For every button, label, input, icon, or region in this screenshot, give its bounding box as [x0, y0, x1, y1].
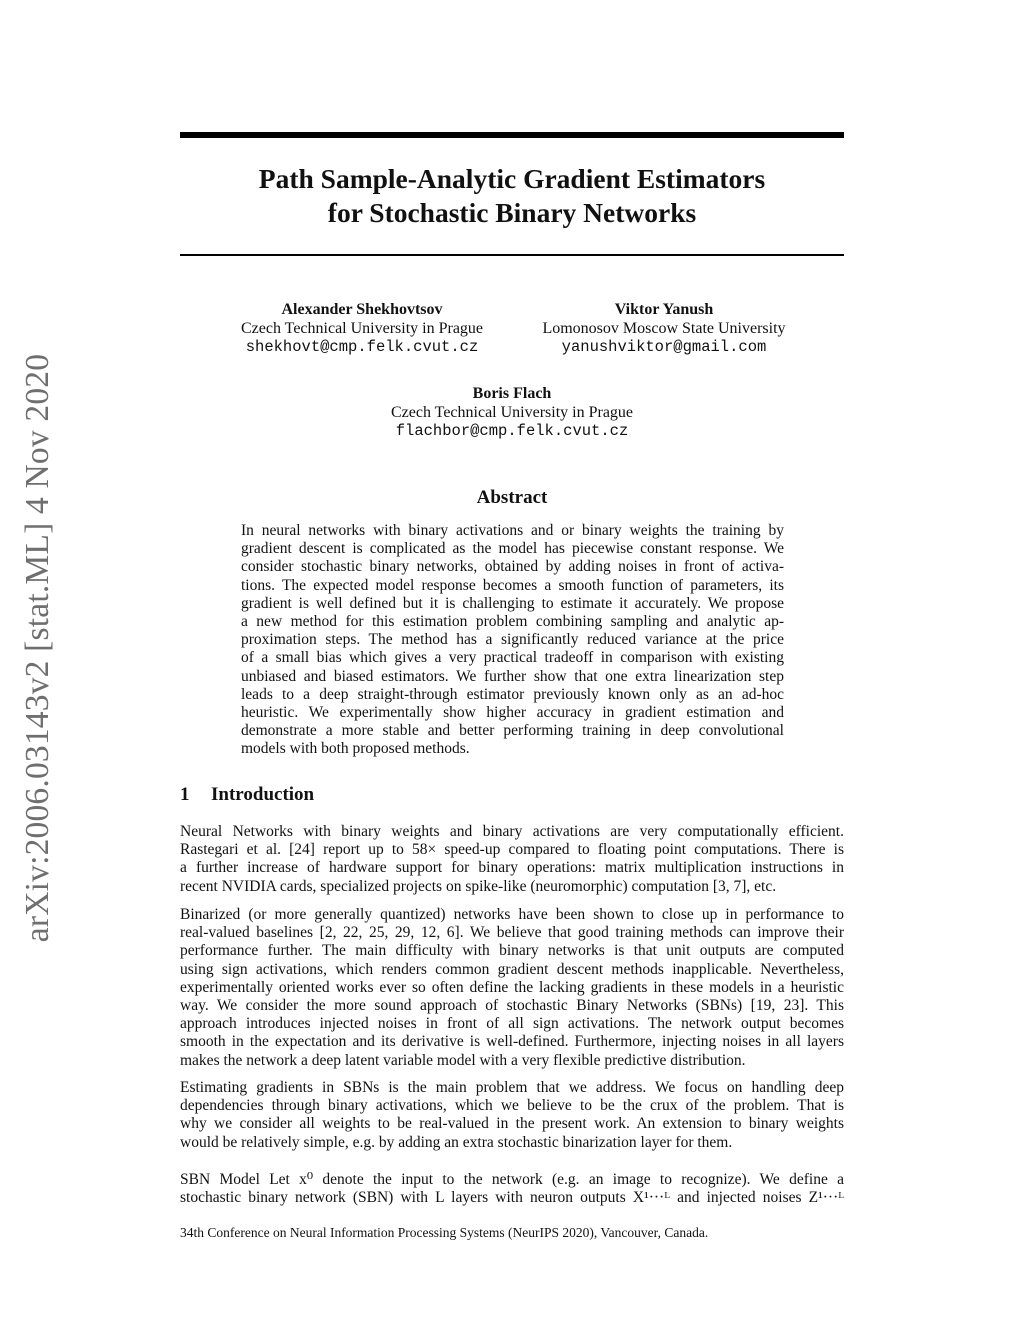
- author-email[interactable]: yanushviktor@gmail.com: [561, 338, 767, 356]
- paragraph-line: Neural Networks with binary weights and binary activations are very computationally efficient.: [180, 823, 844, 840]
- paragraph-line: would be relatively simple, e.g. by adding an extra stochastic binarization layer for them.: [180, 1133, 733, 1151]
- paragraph-line: dependencies through binary activations, which we believe to be the crux of the problem. That is: [180, 1097, 844, 1115]
- paragraph-line: recent NVIDIA cards, specialized projects on spike-like (neuromorphic) computation [3, 7], etc.: [180, 877, 777, 895]
- intro-paragraph-2: [180, 906, 844, 1070]
- conference-footnote: 34th Conference on Neural Information Processing Systems (NeurIPS 2020), Vancouver, Canada.: [180, 1225, 709, 1240]
- abstract-heading: Abstract: [476, 487, 548, 508]
- paragraph-line: using sign activations, which renders common gradient descent methods inapplicable. Nevertheless,: [180, 960, 844, 978]
- abstract-line: of a small bias which gives a very practical tradeoff in comparison with existing: [241, 649, 784, 667]
- title-bottom-rule: [180, 254, 844, 256]
- paragraph-line: performance further. The main difficulty with binary networks is that unit outputs are computed: [180, 942, 844, 960]
- author-email[interactable]: shekhovt@cmp.felk.cvut.cz: [245, 338, 479, 356]
- paragraph-line: way. We consider the more sound approach of stochastic Binary Networks (SBNs) [19, 23]. This: [180, 997, 844, 1015]
- author-affiliation: Czech Technical University in Prague: [240, 320, 484, 337]
- title-line-1: Path Sample-Analytic Gradient Estimators: [258, 163, 766, 194]
- abstract-line: consider stochastic binary networks, obtained by adding noises in front of activa-: [241, 558, 784, 576]
- abstract-line: In neural networks with binary activations and or binary weights the training by: [241, 522, 784, 539]
- author-affiliation: Czech Technical University in Prague: [390, 404, 634, 421]
- author-block-3: [362, 384, 662, 441]
- author-name: Viktor Yanush: [614, 301, 714, 318]
- abstract-line: unbiased and biased estimators. We further show that one extra linearization step: [241, 667, 784, 685]
- paragraph-line: makes the network a deep latent variable model with a very flexible predictive distribution.: [180, 1051, 746, 1069]
- abstract-line: leads to a deep straight-through estimator previously known only as an ad-hoc: [241, 685, 784, 703]
- paragraph-line: a further increase of hardware support for binary operations: matrix multiplication instructions in: [180, 859, 844, 877]
- paragraph-line: smooth in the expectation and its derivative is well-defined. Furthermore, injecting noises in all layers: [180, 1033, 844, 1051]
- abstract-line: gradient is well defined but it is challenging to estimate it accurately. We propose: [241, 594, 784, 612]
- abstract-line: proximation steps. The method has a significantly reduced variance at the price: [241, 631, 784, 649]
- paragraph-line: Estimating gradients in SBNs is the main problem that we address. We focus on handling deep: [180, 1079, 844, 1096]
- author-affiliation: Lomonosov Moscow State University: [542, 320, 786, 337]
- paragraph-line: why we consider all weights to be real-valued in the present work. An extension to binary weights: [180, 1115, 844, 1133]
- abstract-line: heuristic. We experimentally show higher accuracy in gradient estimation and: [241, 704, 784, 722]
- abstract-line: a new method for this estimation problem combining sampling and analytic ap-: [241, 613, 784, 631]
- paragraph-line: Rastegari et al. [24] report up to 58× speed-up compared to floating point computations. There is: [180, 841, 844, 859]
- section-number: 1: [180, 784, 190, 805]
- title-top-rule: [180, 132, 844, 138]
- paragraph-line: stochastic binary network (SBN) with L layers with neuron outputs X¹···ᴸ and injected noises Z¹···ᴸ: [180, 1189, 844, 1207]
- abstract-line: tions. The expected model response becomes a smooth function of parameters, its: [241, 576, 784, 594]
- paragraph-line: SBN Model Let x⁰ denote the input to the network (e.g. an image to recognize). We define a: [180, 1171, 844, 1188]
- intro-paragraph-1: [180, 823, 844, 896]
- paragraph-line: approach introduces injected noises in front of all sign activations. The network output becomes: [180, 1015, 844, 1033]
- abstract-line: gradient descent is complicated as the model has piecewise constant response. We: [241, 540, 784, 558]
- abstract-line: models with both proposed methods.: [241, 740, 470, 758]
- author-block-2: [514, 300, 814, 357]
- abstract-body: [241, 522, 784, 759]
- paragraph-line: experimentally oriented works ever so often define the lacking gradients in these models in a heuristic: [180, 978, 844, 996]
- author-name: Boris Flach: [472, 385, 552, 402]
- section-title-text: Introduction: [211, 784, 315, 805]
- arxiv-id-text: arXiv:2006.03143v2 [stat.ML] 4 Nov 2020: [19, 353, 56, 943]
- sbn-model-paragraph: [180, 1171, 844, 1207]
- paragraph-line: Binarized (or more generally quantized) networks have been shown to close up in performance to: [180, 906, 844, 923]
- author-name: Alexander Shekhovtsov: [281, 301, 443, 318]
- author-block-1: [212, 300, 512, 357]
- intro-paragraph-3: [180, 1079, 844, 1152]
- section-heading-introduction: [180, 784, 314, 806]
- abstract-line: demonstrate a more stable and better performing training in deep convolutional: [241, 722, 784, 740]
- paper-title: [180, 162, 844, 230]
- author-email[interactable]: flachbor@cmp.felk.cvut.cz: [395, 422, 629, 440]
- title-line-2: for Stochastic Binary Networks: [327, 197, 697, 228]
- paragraph-line: real-valued baselines [2, 22, 25, 29, 12, 6]. We believe that good training methods can improve their: [180, 924, 844, 942]
